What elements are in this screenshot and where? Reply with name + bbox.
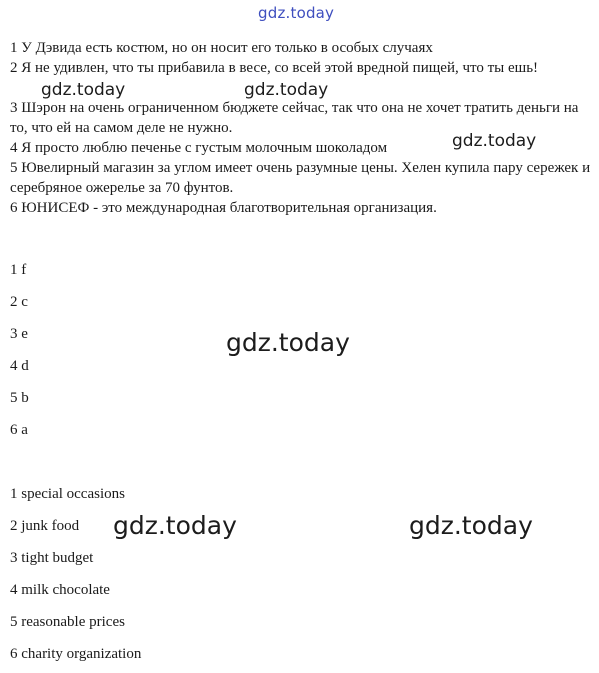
watermark: gdz.today bbox=[409, 511, 533, 540]
watermark: gdz.today bbox=[113, 511, 237, 540]
answer-5: 5 b bbox=[10, 390, 29, 406]
sentence-1: 1 У Дэвида есть костюм, но он носит его только в особых случаях bbox=[10, 40, 433, 56]
answer-3: 3 e bbox=[10, 326, 28, 342]
phrase-4: 4 milk chocolate bbox=[10, 582, 110, 598]
site-logo: gdz.today bbox=[258, 4, 335, 22]
phrase-5: 5 reasonable prices bbox=[10, 614, 125, 630]
phrase-1: 1 special occasions bbox=[10, 486, 125, 502]
sentence-3: 3 Шэрон на очень ограниченном бюджете сейчас, так что она не хочет тратить деньги на то, что ей на самом деле не нужно. bbox=[10, 100, 579, 136]
answer-2: 2 c bbox=[10, 294, 28, 310]
sentence-6: 6 ЮНИСЕФ - это международная благотворительная организация. bbox=[10, 200, 437, 216]
sentence-2: 2 Я не удивлен, что ты прибавила в весе, со всей этой вредной пищей, что ты ешь! bbox=[10, 60, 539, 76]
phrase-2: 2 junk food bbox=[10, 518, 80, 534]
watermark: gdz.today bbox=[226, 328, 350, 357]
watermark: gdz.today bbox=[452, 131, 537, 151]
watermark: gdz.today bbox=[244, 80, 329, 100]
answer-4: 4 d bbox=[10, 358, 29, 374]
sentence-4: 4 Я просто люблю печенье с густым молочным шоколадом bbox=[10, 140, 388, 156]
watermark: gdz.today bbox=[41, 80, 126, 100]
answer-6: 6 a bbox=[10, 422, 28, 438]
phrase-3: 3 tight budget bbox=[10, 550, 94, 566]
phrase-6: 6 charity organization bbox=[10, 646, 142, 662]
sentence-5: 5 Ювелирный магазин за углом имеет очень разумные цены. Хелен купила пару сережек и серебряное ожерелье за 70 фунтов. bbox=[10, 160, 591, 196]
answer-1: 1 f bbox=[10, 262, 27, 278]
